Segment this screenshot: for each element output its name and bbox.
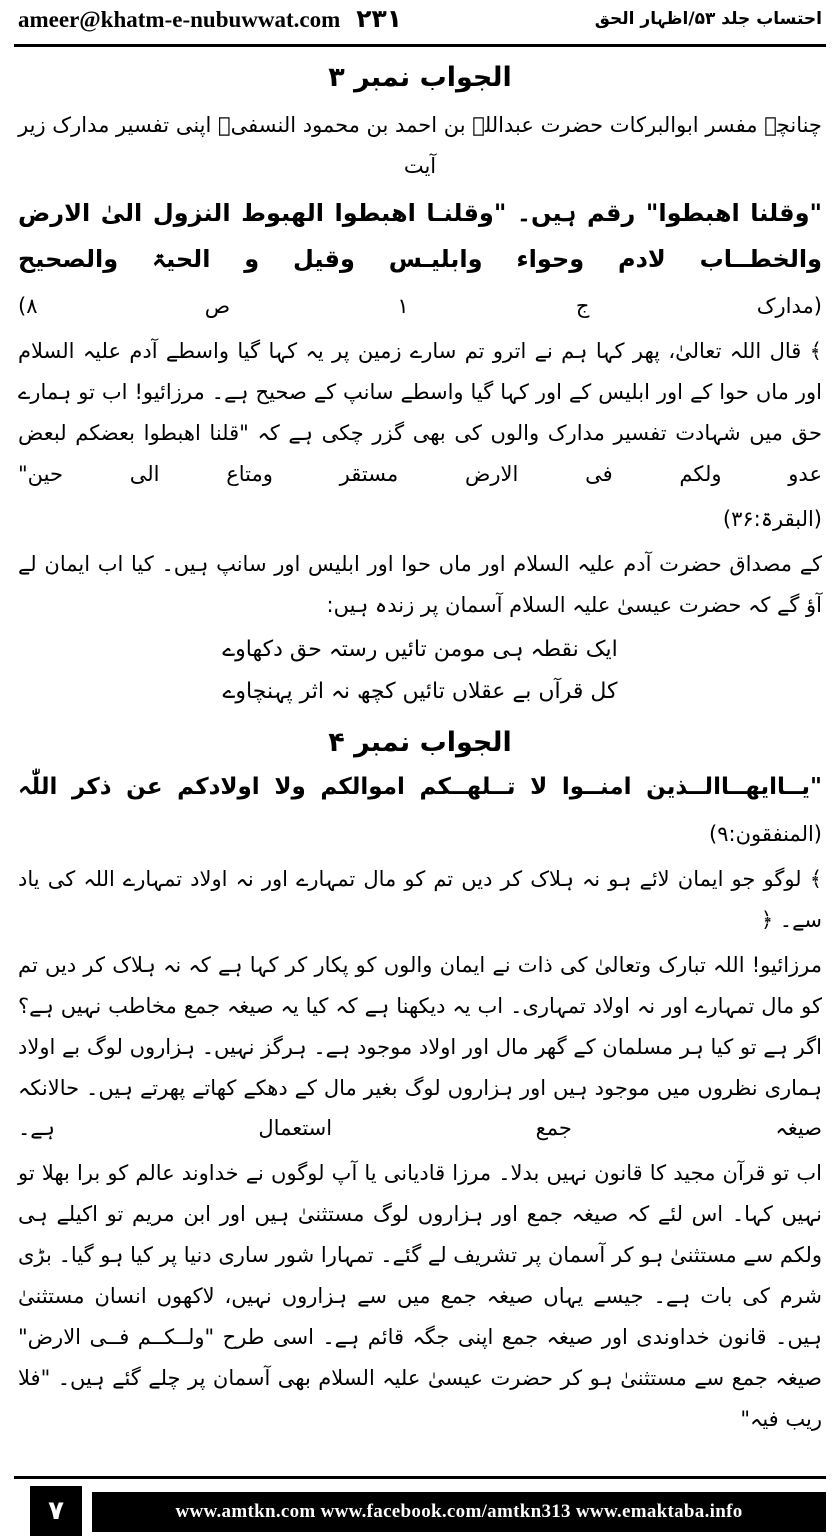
header-left-group — [18, 4, 402, 33]
paragraph-intro-nasafi: چنانچہ مفسر ابوالبرکات حضرت عبداللہ بن احمد بن محمود النسفیؒ اپنی تفسیر مدارک زیر آیت — [18, 113, 822, 179]
heading-answer-3: الجواب نمبر ۳ — [328, 62, 512, 93]
footer-folio-number: ۷ — [30, 1486, 82, 1536]
header-divider — [14, 44, 826, 47]
site-email: ameer@khatm-e-nubuwwat.com — [18, 7, 341, 32]
arabic-quote-2: "یــاایھــاالــذین امنــوا لا تــلھــکم اموالکم ولا اولادکم عن ذکر اللّٰہ — [18, 774, 822, 801]
couplet-line-1: ایک نقطہ ہی مومن تائیں رستہ حق دکھاوے — [222, 636, 618, 662]
book-reference: احتساب جلد ۵۳/اظہار الحق — [594, 9, 822, 29]
footer-divider — [14, 1476, 826, 1479]
paragraph-argument-1: مرزائیو! اللہ تبارک وتعالیٰ کی ذات نے ایمان والوں کو پکار کر کہا ہے کہ نہ ہلاک کر دیں تم کو مال تمہارے اور نہ اولاد تمہاری۔ اب یہ دیکھنا ہے کہ کیا یہ صیغہ جمع مخاطب نہیں ہے؟ اگر ہے تو کیا ہر مسلمان کے گھر مال اور اولاد موجود ہے۔ ہرگز نہیں۔ ہزاروں لوگ بے اولاد ہماری نظروں میں موجود ہیں اور ہزاروں لوگ بغیر مال کے دھکے کھاتے پھرتے ہیں۔ حالانکہ صیغہ جمع استعمال ہے۔ — [18, 952, 822, 1141]
reference-madarik: (مدارک ج ۱ ص ۸) — [18, 294, 822, 319]
paragraph-conclusion-1: کے مصداق حضرت آدم علیہ السلام اور ماں حوا اور ابلیس اور سانپ ہیں۔ کیا اب ایمان لے آؤ گے کہ حضرت عیسیٰ علیہ السلام آسمان پر زندہ ہیں: — [18, 551, 822, 617]
paragraph-argument-2: اب تو قرآن مجید کا قانون نہیں بدلا۔ مرزا قادیانی یا آپ لوگوں نے خداوند عالم کو برا بھلا تو نہیں کہا۔ اس لئے کہ صیغہ جمع اور ہزاروں لوگ مستثنیٰ ہیں اور ابن مریم تو اکیلے ہی ولکم سے مستثنیٰ ہو کر آسمان پر تشریف لے گئے۔ تمہارا شور ساری دنیا پر کیا ہو گیا۔ بڑی شرم کی بات ہے۔ جیسے یہاں صیغہ جمع میں سے ہزاروں نہیں، لاکھوں انسان مستثنیٰ ہیں۔ قانون خداوندی اور صیغہ جمع اپنی جگہ قائم ہے۔ اسی طرح "ولــکــم فــی الارض" صیغہ جمع سے مستثنیٰ ہو کر حضرت عیسیٰ علیہ السلام بھی آسمان پر چلے گئے ہیں۔ "فلا ریب فیہ" — [18, 1161, 822, 1432]
page-content — [18, 52, 822, 1444]
paragraph-translation-1: ﴾ قال اللہ تعالیٰ، پھر کہا ہم نے اترو تم سارے زمین پر یہ کہا گیا واسطے آدم علیہ السلام اور ماں حوا کے اور ابلیس کے اور کہا گیا واسطے سانپ کے صحیح ہے۔ مرزائیو! اب تو ہمارے حق میں شہادت تفسیر مدارک والوں کی بھی گزر چکی ہے کہ "قلنا اھبطوا بعضکم لبعض عدو ولکم فی الارض مستقر ومتاع الی حین" — [18, 339, 822, 486]
heading-answer-4: الجواب نمبر ۴ — [328, 727, 512, 759]
page-number: ۲۳۱ — [356, 4, 403, 33]
couplet-line-2: کل قرآں بے عقلاں تائیں کچھ نہ اثر پہنچاوے — [222, 679, 618, 705]
arabic-quote-1: "وقلنا اھبطوا" رقم ہیں۔ "وقلنـا اھبطوا الھبوط النزول الیٰ الارض والخطــاب لادم وحواء وابلیـس وقیل و الحیۃ والصحیح — [18, 199, 822, 273]
page-header — [0, 0, 840, 46]
paragraph-translation-2: ﴾ لوگو جو ایمان لائے ہو نہ ہلاک کر دیں تم کو مال تمہارے اور نہ اولاد تمہارے اللہ کی یاد سے۔ ﴿ — [18, 866, 822, 932]
footer-links[interactable]: www.amtkn.com www.facebook.com/amtkn313 www.emaktaba.info — [92, 1492, 826, 1532]
reference-munafiqun: (المنفقون:۹) — [709, 821, 822, 846]
reference-baqarah: (البقرۃ:۳۶) — [722, 506, 822, 531]
page-footer — [0, 1476, 840, 1540]
